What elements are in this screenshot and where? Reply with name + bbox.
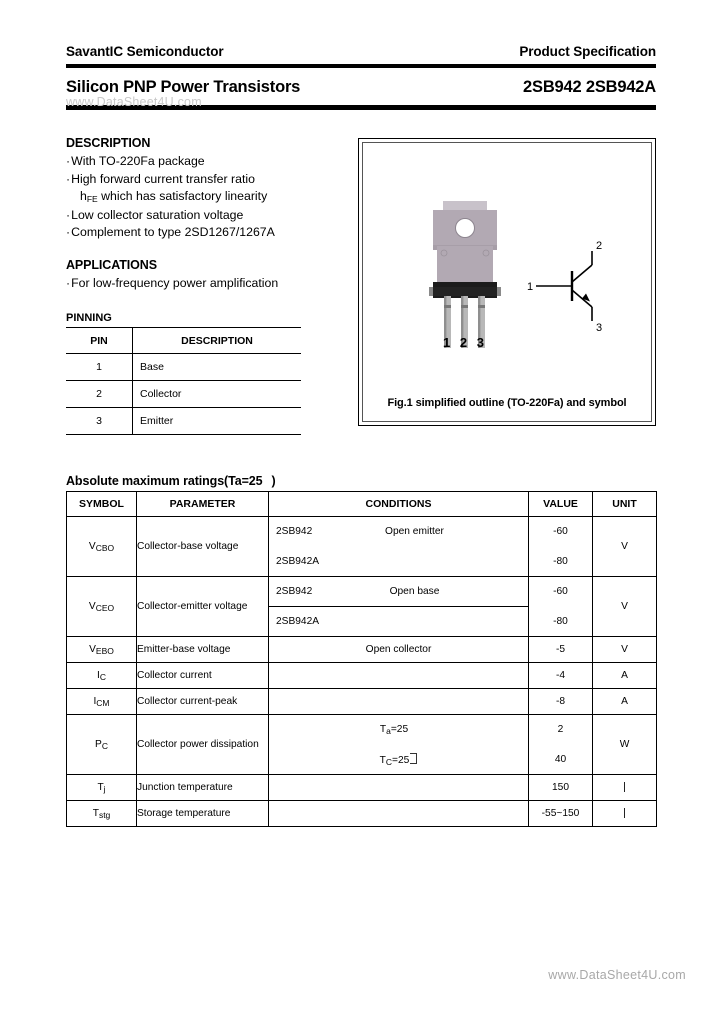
degree-placeholder-icon [624, 808, 625, 818]
section-spacer [66, 242, 366, 258]
ratings-parameter: Junction temperature [137, 775, 269, 801]
ratings-unit: W [593, 715, 657, 775]
figure-box [358, 138, 656, 426]
condition-variant: 2SB942 [276, 526, 313, 538]
bullet-dot: · [66, 225, 71, 239]
table-row [67, 637, 657, 663]
condition-variant: 2SB942A [276, 616, 320, 627]
ratings-value: -60 [529, 517, 593, 547]
ratings-conditions [269, 745, 529, 775]
ratings-unit [593, 801, 657, 827]
svg-text:3: 3 [596, 322, 603, 334]
pin-number: 2 [66, 381, 133, 408]
ratings-value: -80 [529, 547, 593, 577]
table-row [67, 689, 657, 715]
table-row [67, 715, 657, 745]
ratings-symbol [67, 715, 137, 775]
svg-text:1: 1 [527, 281, 534, 293]
table-row [67, 775, 657, 801]
page-title: Silicon PNP Power Transistors [66, 78, 301, 96]
hfe-symbol: h [80, 189, 87, 203]
pin-number: 1 [66, 354, 133, 381]
description-item-2: which has satisfactory linearity [101, 189, 268, 203]
pin-description: Emitter [133, 408, 302, 435]
degree-placeholder-icon [410, 753, 417, 764]
condition-value: =25 [390, 724, 409, 736]
ratings-title [66, 474, 656, 488]
svg-text:2: 2 [596, 240, 603, 252]
ratings-conditions [269, 801, 529, 827]
ratings-conditions [269, 663, 529, 689]
sheet-content [66, 44, 656, 827]
description-item-1: High forward current transfer ratio [71, 171, 255, 186]
pnp-transistor-symbol-icon [524, 239, 624, 334]
applications-list [66, 275, 366, 293]
condition-symbol: T [379, 754, 386, 766]
ratings-unit: V [593, 637, 657, 663]
footer-watermark: www.DataSheet4U.com [548, 968, 686, 982]
symbol-subscript: stg [98, 810, 111, 820]
condition-variant: 2SB942 [276, 586, 313, 597]
header-divider [66, 64, 656, 68]
table-row [67, 663, 657, 689]
description-heading: DESCRIPTION [66, 136, 151, 150]
symbol-base: P [95, 739, 102, 750]
bullet-dot: · [66, 171, 71, 186]
description-item-3: Low collector saturation voltage [71, 207, 244, 222]
table-row [67, 801, 657, 827]
part-numbers: 2SB942 2SB942A [523, 78, 656, 96]
ratings-symbol [67, 775, 137, 801]
symbol-subscript: CEO [95, 603, 115, 613]
condition-variant: 2SB942A [276, 555, 320, 567]
ratings-unit: A [593, 689, 657, 715]
pinning-heading: PINNING [66, 312, 112, 324]
ratings-conditions [269, 689, 529, 715]
ratings-unit: V [593, 517, 657, 577]
condition-subscript: C [385, 756, 393, 767]
ratings-value: 2 [529, 715, 593, 745]
ratings-unit: V [593, 577, 657, 637]
ratings-section [66, 474, 656, 827]
ratings-symbol [67, 801, 137, 827]
symbol-base: T [92, 808, 99, 819]
description-item-0: With TO-220Fa package [71, 154, 205, 168]
ratings-symbol [67, 517, 137, 577]
ratings-conditions [269, 547, 529, 577]
bullet-dot: · [66, 207, 71, 222]
symbol-base: V [88, 541, 96, 552]
symbol-base: V [88, 601, 96, 612]
description-item-4: Complement to type 2SD1267/1267A [71, 225, 275, 239]
ratings-value: -80 [529, 607, 593, 637]
package-pin-labels: 1 2 3 [443, 335, 487, 350]
bullet-dot: · [66, 154, 71, 168]
table-row [66, 354, 301, 381]
body-section [66, 136, 656, 436]
symbol-subscript: EBO [95, 646, 114, 656]
symbol-base: V [89, 644, 96, 655]
ratings-parameter: Collector current [137, 663, 269, 689]
ratings-parameter: Collector current-peak [137, 689, 269, 715]
applications-heading: APPLICATIONS [66, 257, 157, 272]
symbol-subscript: CM [96, 698, 110, 708]
left-column [66, 136, 366, 435]
symbol-subscript: CBO [95, 543, 115, 553]
pin-number: 3 [66, 408, 133, 435]
ratings-parameter: Emitter-base voltage [137, 637, 269, 663]
hfe-subscript: FE [86, 194, 98, 204]
bullet-dot: · [66, 275, 71, 290]
degree-placeholder-icon [624, 782, 625, 792]
symbol-subscript: C [101, 741, 108, 751]
ratings-col-symbol: SYMBOL [67, 492, 137, 517]
ratings-col-conditions: CONDITIONS [269, 492, 529, 517]
ratings-conditions [269, 715, 529, 745]
figure-caption: Fig.1 simplified outline (TO-220Fa) and symbol [387, 397, 627, 409]
ratings-unit: A [593, 663, 657, 689]
symbol-base: T [97, 782, 104, 793]
condition-text: Open emitter [385, 526, 444, 538]
ratings-value: -60 [529, 577, 593, 607]
ratings-value: 150 [529, 775, 593, 801]
document-type: Product Specification [519, 44, 656, 59]
pin-description: Base [133, 354, 302, 381]
pinning-col-pin: PIN [66, 328, 133, 354]
document-header [66, 44, 656, 59]
symbol-base: I [93, 696, 97, 707]
condition-symbol: T [379, 724, 387, 736]
applications-item-0: For low-frequency power amplification [71, 275, 279, 290]
condition-value: =25 [392, 754, 410, 766]
table-header-row [66, 328, 301, 354]
table-row [67, 577, 657, 607]
list-item [66, 275, 366, 293]
list-item [66, 188, 366, 207]
ratings-conditions [269, 577, 529, 607]
ratings-symbol [67, 577, 137, 637]
ratings-symbol [67, 637, 137, 663]
title-bar [66, 78, 656, 109]
table-row [67, 517, 657, 547]
pinning-col-desc: DESCRIPTION [133, 328, 302, 354]
ratings-symbol [67, 663, 137, 689]
condition-subscript: a [386, 726, 391, 737]
ratings-conditions [269, 607, 529, 637]
header-watermark: www.DataSheet4U.com [66, 95, 202, 109]
ratings-col-unit: UNIT [593, 492, 657, 517]
ratings-parameter: Collector-base voltage [137, 517, 269, 577]
description-list [66, 153, 366, 242]
ratings-value: -5 [529, 637, 593, 663]
list-item [66, 153, 366, 171]
ratings-col-value: VALUE [529, 492, 593, 517]
ratings-value: 40 [529, 745, 593, 775]
symbol-subscript: C [99, 672, 106, 682]
list-item [66, 224, 366, 242]
ratings-value: -4 [529, 663, 593, 689]
ratings-parameter: Storage temperature [137, 801, 269, 827]
ratings-conditions [269, 517, 529, 547]
ratings-symbol [67, 689, 137, 715]
list-item [66, 207, 366, 225]
ratings-conditions [269, 775, 529, 801]
ratings-title-suffix: ) [271, 474, 276, 488]
symbol-base: I [97, 670, 100, 681]
ratings-value: -55~150 [529, 801, 593, 827]
table-header-row [67, 492, 657, 517]
list-item [66, 171, 366, 189]
ratings-unit [593, 775, 657, 801]
condition-text: Open base [389, 586, 440, 597]
table-row [66, 381, 301, 408]
ratings-title-prefix: Absolute maximum ratings(Ta=25 [66, 474, 263, 488]
ratings-col-parameter: PARAMETER [137, 492, 269, 517]
ratings-value: -8 [529, 689, 593, 715]
pinning-table [66, 327, 301, 435]
table-row [66, 408, 301, 435]
company-name: SavantIC Semiconductor [66, 44, 224, 59]
absolute-maximum-ratings-table [66, 491, 657, 827]
ratings-conditions: Open collector [269, 637, 529, 663]
ratings-parameter: Collector power dissipation [137, 715, 269, 775]
to220fa-package-drawing [419, 201, 511, 351]
pin-description: Collector [133, 381, 302, 408]
ratings-parameter: Collector-emitter voltage [137, 577, 269, 637]
symbol-subscript: j [103, 784, 106, 794]
